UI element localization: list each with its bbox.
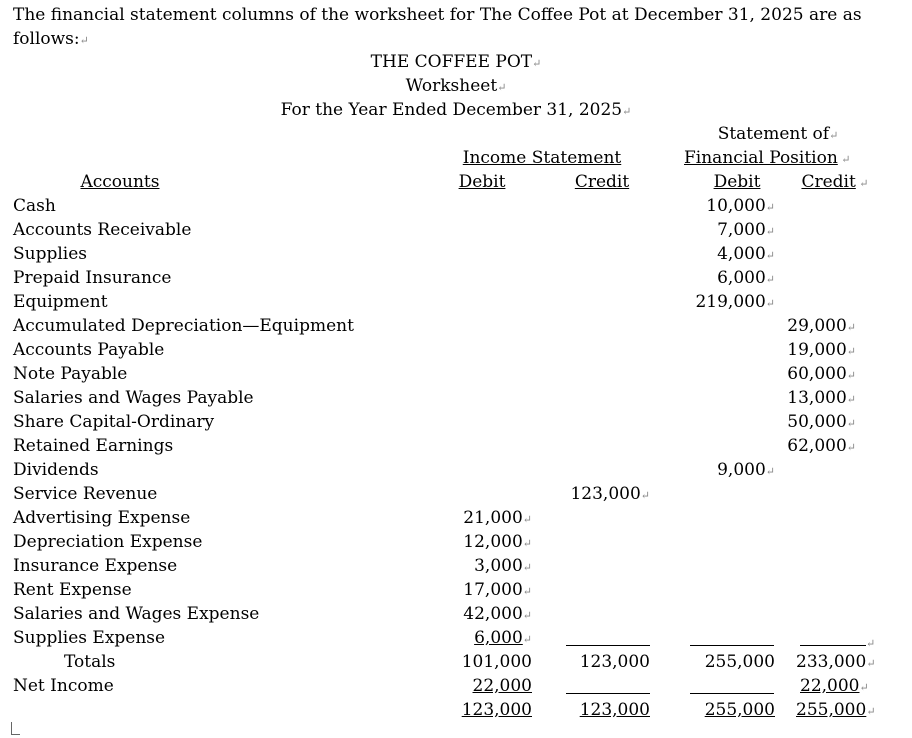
account-name: Supplies Expense (13, 628, 166, 648)
amount-is-debit: 42,000↵ (463, 604, 532, 624)
net-income-label: Net Income (13, 676, 114, 696)
intro-paragraph: The financial statement columns of the worksheet for The Coffee Pot at December 31, 2025 are as follows:↵ (13, 5, 862, 49)
amount-sfp-credit: 13,000↵ (787, 388, 856, 408)
account-name: Depreciation Expense (13, 532, 203, 552)
amount-is-credit: 123,000↵ (570, 484, 650, 504)
amount-is-debit: 3,000↵ (474, 556, 532, 576)
account-name: Salaries and Wages Expense (13, 604, 260, 624)
net-income-is-debit: 22,000 (472, 676, 532, 696)
totals-label: Totals (64, 652, 116, 672)
amount-sfp-debit: 7,000↵ (717, 220, 775, 240)
totals-is-debit: 101,000 (461, 652, 532, 672)
report-title: Worksheet↵ (405, 76, 507, 96)
sofp-header-line1: Statement of↵ (717, 124, 839, 144)
account-name: Retained Earnings (13, 436, 174, 456)
amount-sfp-debit: 6,000↵ (717, 268, 775, 288)
amount-is-debit: 17,000↵ (463, 580, 532, 600)
accounts-column-header: Accounts (80, 172, 160, 192)
sfp-debit-rule-2 (690, 693, 774, 694)
account-name: Dividends (13, 460, 99, 480)
account-name: Share Capital-Ordinary (13, 412, 215, 432)
account-name: Insurance Expense (13, 556, 178, 576)
sofp-header-line2: Financial Position ↵ (684, 148, 851, 168)
text-cursor-icon (11, 722, 20, 735)
amount-is-debit: 6,000↵ (474, 628, 532, 648)
income-statement-header: Income Statement (462, 148, 622, 168)
is-credit-rule-2 (566, 693, 650, 694)
account-name: Prepaid Insurance (13, 268, 172, 288)
para-mark-icon: ↵ (866, 637, 876, 650)
sfp-debit-header: Debit (713, 172, 761, 192)
is-credit-rule-1 (566, 645, 650, 646)
sfp-credit-header: Credit ↵ (801, 172, 869, 192)
account-name: Equipment (13, 292, 108, 312)
report-period: For the Year Ended December 31, 2025↵ (280, 100, 632, 120)
net-income-sfp-credit: 22,000↵ (800, 676, 869, 696)
amount-sfp-debit: 10,000↵ (706, 196, 775, 216)
is-debit-header: Debit (458, 172, 506, 192)
totals-sfp-debit: 255,000 (704, 652, 775, 672)
final-is-credit: 123,000 (579, 700, 650, 720)
account-name: Accumulated Depreciation—Equipment (13, 316, 354, 336)
amount-is-debit: 12,000↵ (463, 532, 532, 552)
final-sfp-debit: 255,000 (704, 700, 775, 720)
account-name: Accounts Receivable (13, 220, 192, 240)
account-name: Accounts Payable (13, 340, 165, 360)
is-credit-header: Credit (574, 172, 630, 192)
account-name: Rent Expense (13, 580, 132, 600)
account-name: Note Payable (13, 364, 128, 384)
totals-sfp-credit: 233,000↵ (796, 652, 876, 672)
amount-sfp-debit: 9,000↵ (717, 460, 775, 480)
account-name: Advertising Expense (13, 508, 191, 528)
account-name: Salaries and Wages Payable (13, 388, 254, 408)
amount-sfp-credit: 62,000↵ (787, 436, 856, 456)
account-name: Supplies (13, 244, 88, 264)
amount-sfp-debit: 4,000↵ (717, 244, 775, 264)
totals-is-credit: 123,000 (579, 652, 650, 672)
amount-sfp-credit: 29,000↵ (787, 316, 856, 336)
company-name: THE COFFEE POT↵ (370, 52, 542, 72)
account-name: Cash (13, 196, 56, 216)
amount-sfp-debit: 219,000↵ (695, 292, 775, 312)
sfp-debit-rule-1 (690, 645, 774, 646)
amount-sfp-credit: 60,000↵ (787, 364, 856, 384)
sfp-credit-rule-1 (800, 645, 866, 646)
amount-sfp-credit: 50,000↵ (787, 412, 856, 432)
account-name: Service Revenue (13, 484, 158, 504)
amount-sfp-credit: 19,000↵ (787, 340, 856, 360)
final-is-debit: 123,000 (461, 700, 532, 720)
amount-is-debit: 21,000↵ (463, 508, 532, 528)
final-sfp-credit: 255,000↵ (796, 700, 876, 720)
